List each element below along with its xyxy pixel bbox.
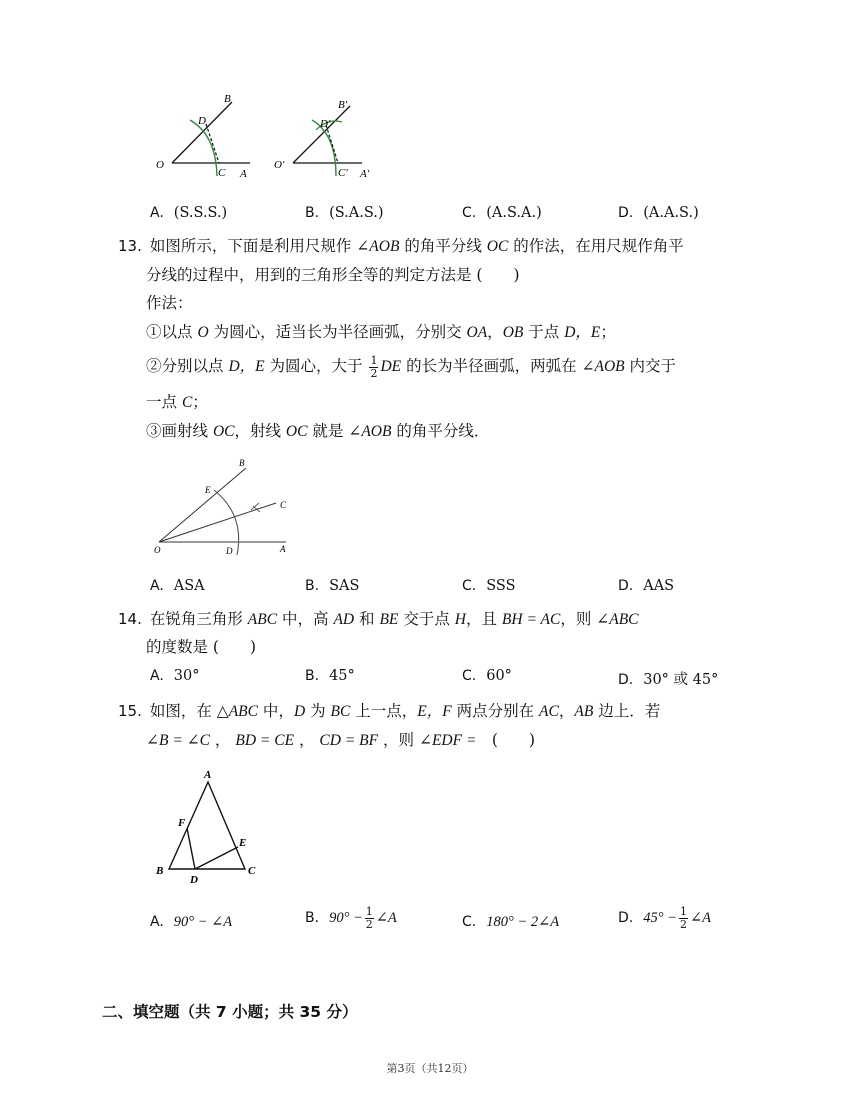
option-letter: D. (618, 578, 634, 594)
q15-label-E: E (239, 837, 247, 849)
text: ， (487, 323, 503, 341)
q13-option-b[interactable] (305, 578, 359, 594)
math: OB (502, 324, 524, 341)
q13-option-d[interactable] (618, 578, 674, 594)
math: D (293, 703, 306, 720)
option-letter: B. (305, 578, 320, 594)
q13-figure (150, 455, 300, 560)
math: ∠AOB (581, 358, 625, 375)
q15-option-d[interactable] (618, 904, 711, 932)
math: ∠EDF = (418, 732, 477, 749)
q13-label-O: O (154, 545, 161, 555)
q12-label-D2: D′ (320, 118, 331, 130)
q13-option-a[interactable] (150, 578, 205, 594)
text: 如图所示，下面是利用尺规作 (149, 237, 357, 255)
q13-label-C: C (280, 500, 287, 510)
option-math: 45° − (643, 910, 677, 926)
math: ABC (247, 611, 278, 628)
text: ③画射线 (146, 422, 213, 440)
text: 的角平分线． (391, 422, 490, 440)
q13-number: 13. (118, 237, 142, 255)
option-math: ∠A (375, 910, 397, 926)
q12-label-C: C (218, 167, 226, 179)
text: ， (294, 731, 320, 749)
fraction (679, 906, 688, 930)
frac-num: 1 (679, 904, 687, 918)
q12-label-O: O (156, 159, 164, 171)
text: 边上．若 (593, 702, 661, 720)
option-letter: B. (305, 205, 320, 221)
option-math: 180° − 2∠A (486, 914, 560, 930)
q14-number: 14. (118, 610, 142, 628)
text: 内交于 (624, 357, 677, 375)
option-text: (S.A.S.) (329, 205, 384, 221)
option-math: 90° − ∠A (173, 914, 233, 930)
q12-label-C2: C′ (338, 167, 348, 179)
option-letter: B. (305, 668, 320, 684)
text: ， (210, 731, 236, 749)
text: ， (558, 702, 575, 720)
text: 上一点， (350, 702, 418, 720)
math: H (454, 611, 466, 628)
math: OA (466, 324, 488, 341)
text: 的作法，在用尺规作角平 (508, 237, 684, 255)
q13-method-title: 作法： (146, 294, 193, 312)
q12-option-a[interactable] (150, 205, 227, 221)
q13-label-E: E (205, 485, 211, 495)
q15-figure (150, 765, 270, 885)
q14-option-d[interactable] (618, 668, 718, 689)
q14-option-a[interactable] (150, 668, 199, 684)
q12-option-b[interactable] (305, 205, 384, 221)
q13-label-D: D (226, 546, 233, 556)
math: C (181, 394, 193, 411)
fraction (369, 355, 378, 379)
q13-step1 (146, 325, 616, 341)
text: 的长为半径画弧，两弧在 (401, 357, 582, 375)
q13-line1 (118, 239, 684, 255)
math: D，E (228, 358, 265, 375)
option-text: SSS (486, 578, 516, 594)
option-letter: D. (618, 672, 634, 688)
math: BD = CE (235, 732, 295, 749)
q14-line1 (118, 612, 639, 628)
q13-option-c[interactable] (462, 578, 516, 594)
option-math: 90° − (329, 910, 363, 926)
text: 和 (354, 610, 380, 628)
option-text: (A.S.A.) (486, 205, 542, 221)
math: AD (333, 611, 355, 628)
q13-label-A: A (280, 544, 286, 554)
q12-option-c[interactable] (462, 205, 542, 221)
q12-label-A2: A′ (360, 168, 370, 180)
option-text: (A.A.S.) (643, 205, 699, 221)
math: AC (539, 703, 559, 720)
q12-option-d[interactable] (618, 205, 699, 221)
q12-label-B: B (224, 93, 231, 105)
option-text: 60° (486, 668, 512, 684)
math: BE (379, 611, 399, 628)
q12-figure (150, 90, 390, 185)
text: 在锐角三角形 (149, 610, 248, 628)
q12-label-O2: O′ (274, 159, 285, 171)
text: 就是 (307, 422, 349, 440)
q12-label-B2: B′ (338, 99, 348, 111)
option-letter: A. (150, 578, 164, 594)
math: BH = AC (501, 611, 561, 628)
answer-paren: ( ) (476, 731, 536, 749)
math: E，F (417, 703, 452, 720)
frac-den: 2 (679, 917, 687, 931)
text: 两点分别在 (451, 702, 540, 720)
option-text: 30° 或 45° (643, 672, 719, 688)
q15-label-C: C (248, 865, 256, 877)
math: OC (486, 238, 509, 255)
option-text: 30° (173, 668, 200, 684)
q15-option-c[interactable] (462, 914, 559, 931)
option-letter: A. (150, 205, 164, 221)
option-letter: C. (462, 914, 477, 930)
math: D，E (564, 324, 601, 341)
q15-label-D: D (190, 874, 198, 885)
math: CD = BF (319, 732, 379, 749)
text: ②分别以点 (146, 357, 229, 375)
q15-option-b[interactable] (305, 904, 397, 932)
math: ∠ABC (596, 611, 639, 628)
math: △ABC (216, 703, 258, 720)
math: OC (212, 423, 235, 440)
text: 为圆心，适当长为半径画弧，分别交 (208, 323, 467, 341)
text: 中，高 (277, 610, 334, 628)
option-letter: D. (618, 205, 634, 221)
text: 为圆心，大于 (264, 357, 368, 375)
q13-step2-line2 (146, 395, 208, 411)
q13-step3 (146, 424, 489, 440)
text: ，且 (465, 610, 502, 628)
math: ∠AOB (356, 238, 400, 255)
option-letter: A. (150, 914, 164, 930)
frac-den: 2 (365, 917, 373, 931)
math: O (197, 324, 209, 341)
fraction (365, 906, 374, 930)
text: 如图，在 (149, 702, 217, 720)
page-footer: 第3页（共12页） (386, 1062, 474, 1075)
math: OC (285, 423, 308, 440)
option-letter: B. (305, 910, 320, 926)
section-header-fill-in: 二、填空题（共 7 小题；共 35 分） (102, 1003, 358, 1021)
text: ，则 (378, 731, 419, 749)
math: ∠AOB (348, 423, 392, 440)
q12-label-A: A (240, 168, 247, 180)
text: 为 (305, 702, 331, 720)
option-math: ∠A (689, 910, 711, 926)
text: ； (192, 393, 208, 411)
math: DE (380, 358, 402, 375)
option-text: AAS (643, 578, 675, 594)
option-text: SAS (329, 578, 360, 594)
text: 的角平分线 (399, 237, 487, 255)
option-letter: C. (462, 578, 477, 594)
q15-label-A: A (204, 769, 212, 781)
text: ； (600, 323, 616, 341)
q15-label-B: B (156, 865, 164, 877)
option-letter: D. (618, 910, 634, 926)
q15-number: 15. (118, 702, 142, 720)
text: 于点 (523, 323, 565, 341)
text: 中， (258, 702, 294, 720)
option-text: ASA (173, 578, 205, 594)
option-letter: A. (150, 668, 164, 684)
text: 交于点 (398, 610, 455, 628)
q15-line2 (146, 733, 535, 749)
frac-num: 1 (370, 353, 378, 367)
q12-label-D: D (198, 115, 206, 127)
option-letter: C. (462, 205, 477, 221)
math: ∠B = ∠C (146, 732, 210, 749)
math: BC (330, 703, 351, 720)
q15-line1 (118, 704, 660, 720)
text: ，射线 (234, 422, 286, 440)
q14-option-c[interactable] (462, 668, 512, 684)
option-text: (S.S.S.) (173, 205, 228, 221)
q13-line2: 分线的过程中，用到的三角形全等的判定方法是 ( ) (146, 266, 520, 284)
text: ，则 (560, 610, 597, 628)
q15-option-a[interactable] (150, 914, 232, 931)
option-text: 45° (329, 668, 355, 684)
option-letter: C. (462, 668, 477, 684)
frac-den: 2 (370, 366, 378, 380)
q13-step2 (146, 352, 676, 381)
text: ①以点 (146, 323, 198, 341)
frac-num: 1 (365, 904, 373, 918)
q15-label-F: F (178, 817, 186, 829)
text: 一点 (146, 393, 182, 411)
math: AB (574, 703, 594, 720)
q14-option-b[interactable] (305, 668, 355, 684)
q13-label-B: B (239, 458, 245, 468)
q14-line2: 的度数是 ( ) (146, 638, 257, 656)
